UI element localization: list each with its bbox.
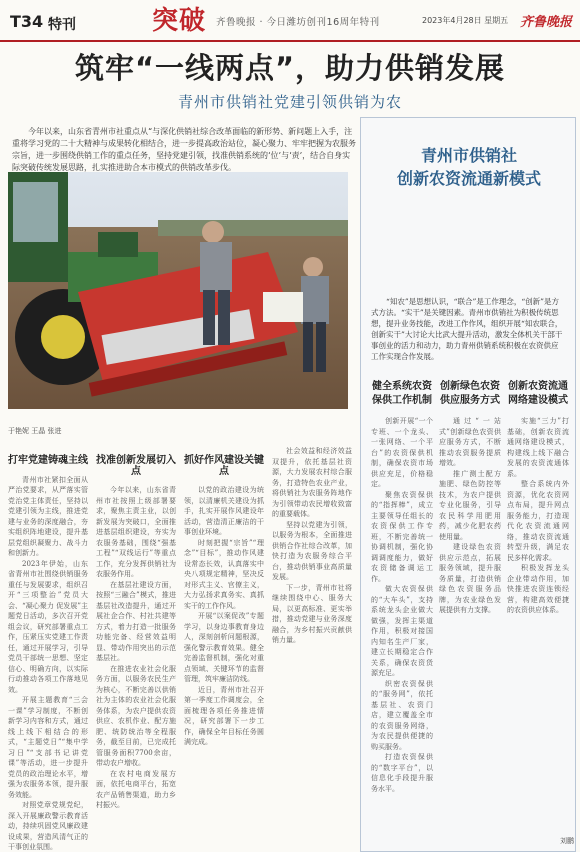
paragraph: 在基层社建设方面，按照“三融合”模式，推进基层社改造提升，通过开展社企合作、村社共建等方式，着力打造一批服务功能完备、经营效益明显、带动作用突出的示范基层社。 <box>96 580 176 662</box>
paragraph: 开展“以案促改”专题学习，以身边事教育身边人，深刻剖析问题根源，强化警示教育效果。健全完善监督机制，强化对重点领域、关键环节的监督管理，筑牢廉洁防线。 <box>184 612 264 683</box>
page-number: T34 <box>10 12 44 31</box>
article-column-1 <box>8 446 88 852</box>
author-name: 刘鹏 <box>560 837 574 845</box>
section-heading: 打牢党建铸魂主线 <box>8 455 88 466</box>
paragraph: 通过“一站式”创新绿色农资供应服务方式，不断推动农资服务提质增效。 <box>439 417 501 467</box>
brand-subtitle: 齐鲁晚报 · 今日潍坊创刊16周年特刊 <box>216 17 380 28</box>
paragraph: 整合系统内外资源，优化农资网点布局，提升网点服务能力，打造现代化农资流通网络，推动农资流通转型升级，满足农民多样化需求。 <box>507 480 569 562</box>
section-label: 特刊 <box>48 17 76 33</box>
paragraph: 青州市社紧扣全面从严治党要求，从严落实管党治党主体责任，坚持以党建引领为主线，推进党建与业务的深度融合，夯实组织阵地建设，提升基层党组织凝聚力、战斗力和创新力。 <box>8 475 88 557</box>
sidebar-column-3 <box>507 372 569 842</box>
sidebar-article <box>360 117 576 852</box>
tractor-seeder-image <box>8 172 348 409</box>
paragraph: 推广测土配方施肥、绿色防控等技术，为农户提供专业化服务，引导农民科学用肥用药，减少化肥农药使用量。 <box>439 469 501 541</box>
article-lead: 今年以来，山东省青州市社重点从“与深化供销社综合改革面临的新形势、新问题上入手，注重将学习党的二十大精神与成果转化相结合，进一步提高政治站位，凝心聚力、牢牢把握为农服务宗旨，进一步围绕供销工作的重点任务，坚持党建引领，找准供销系统的‘位’与‘责’，结合自身实际突破传统发展思路，扎实推进助合本市模式的供销改革步伐。 <box>12 127 356 172</box>
brand-title: 突破 <box>152 6 207 36</box>
section-heading: 抓好作风建设关键点 <box>184 455 264 477</box>
sub-headline: 青州市供销社党建引领供销为农 <box>177 93 402 111</box>
section-heading: 创新农资流通 网络建设模式 <box>508 381 568 406</box>
sidebar-lead: “知农”是思想认识，“联合”是工作理念，“创新”是方式方法。“实干”是关键因素。青州市供销社为积极传统思想，提升业务技能，改进工作作风，组织开展“知农联合，创新实干”大讨论大比武大提升活动，激发全体机关干部干事创业的活力和动力，助力青州供销系统积极在农资供应工作实现合作发展。 <box>371 297 563 361</box>
section-heading: 找准创新发展切入点 <box>96 455 176 477</box>
article-column-2 <box>96 446 176 852</box>
paragraph: 打造农资保供的“数字平台”，以信息化手段提升服务水平。 <box>371 753 433 793</box>
paragraph: 创新开展“一个专班、一个龙头、一张网络、一个平台”的农资保供机制，确保农资市场供应充足，价格稳定。 <box>371 417 433 488</box>
newspaper-logo: 齐鲁晚报 <box>520 15 573 30</box>
photo-caption: 于艳妮 王晶 张进 <box>8 427 62 435</box>
page-header <box>0 0 580 42</box>
farm-photo <box>8 172 348 409</box>
paragraph: 2023年伊始，山东省青州市社围绕供销服务重任与发展要求，组织召开“三项整治”党员大会、“凝心聚力 促发展”主题党日活动，多次召开党组会议，研究部署重点工作，压紧压实党建工作责任，通过开展学习，引导党员干部统一思想、坚定信心、明确方向，以实际行动推动各项工作落地见效。 <box>8 559 88 694</box>
paragraph: 在推进农业社会化服务方面，以服务农民生产为核心，不断完善以供销社为主体的农业社会化服务体系，为农户提供农资供应、农机作业、配方施肥、统防统治等全程服务，截至目前，已完成托管服务面积7700余亩，带动农户增收。 <box>96 664 176 767</box>
article-column-3 <box>184 446 264 852</box>
paragraph: 积极发挥龙头企业带动作用，加快推进农资连锁经营，构建高效便捷的农资供应体系。 <box>507 564 569 614</box>
paragraph: 织密农资保供的“服务网”，依托基层社、农资门店，建立覆盖全市的农资服务网络，为农民提供便捷的购买服务。 <box>371 679 433 751</box>
sidebar-column-1 <box>371 372 433 842</box>
main-headline: 筑牢“一线两点”，助力供销发展 <box>74 51 506 85</box>
paragraph: 近日，青州市社召开第一季度工作调度会，全面梳理各项任务推进情况，研究部署下一步工作，确保全年目标任务圆满完成。 <box>184 685 264 746</box>
issue-date: 2023年4月28日 星期五 <box>422 16 509 25</box>
paragraph: 聚焦农资保供的“指挥棒”，成立主要领导任组长的农资保供工作专班，不断完善统一协调机制，强化协调调度能力，做好农资储备调运工作。 <box>371 490 433 583</box>
section-heading: 创新绿色农资 供应服务方式 <box>440 381 500 406</box>
paragraph: 时刻把握“宗旨”“理念”“目标”，推动作风建设常态长效，认真落实中央八项规定精神，坚决反对形式主义、官僚主义，大力弘扬求真务实、真抓实干的工作作风。 <box>184 538 264 610</box>
article-column-4 <box>272 446 352 852</box>
paragraph: 开展主题教育“三会一课”学习制度，不断创新学习内容和方式，通过线上线下相结合的形式，“主题党日”“集中学习日”“支部书记讲党课”等活动，进一步提升党员的政治理论水平，增强为农服务本领，提升服务效能。 <box>8 696 88 799</box>
paragraph: 下一步，青州市社将继续围绕中心、服务大局，以更高标准、更实举措，推动党建与业务深度融合，为乡村振兴贡献供销力量。 <box>272 583 352 644</box>
sidebar-title: 青州市供销社 创新农资流通新模式 <box>396 146 541 188</box>
paragraph: 建设绿色农资供应示范点，拓展服务领域，提升服务质量，打造供销绿色农资服务品牌，为农业绿色发展提供有力支撑。 <box>439 543 501 614</box>
paragraph: 在农村电商发展方面，依托电商平台，拓宽农产品销售渠道，助力乡村振兴。 <box>96 769 176 809</box>
paragraph: 今年以来，山东省青州市社按照上级部署要求，聚焦主责主业，以创新发展为突破口，全面推进基层组织建设，夯实为农服务基础，围绕“强基工程”“双线运行”等重点工作，充分发挥供销社为农服务作用。 <box>96 486 176 578</box>
paragraph: 社会效益和经济效益双提升，依托基层社资源，大力发展农村综合服务，打造特色农业产业，将供销社为农服务阵地作为引领带动农民增收致富的重要载体。 <box>272 447 352 518</box>
paragraph: 实施“三力”打基础，创新农资流通网络建设模式，构建线上线下融合发展的农资流通体系。 <box>507 417 569 478</box>
paragraph: 对照党章党规党纪，深入开展廉政警示教育活动，持续巩固党风廉政建设成果，营造风清气正的干事创业氛围。 <box>8 801 88 851</box>
paragraph: 做大农资保供的“大车头”，支持系统龙头企业做大做强，发挥主渠道作用，积极对接国内知名生产厂家，建立长期稳定合作关系，确保农资货源充足。 <box>371 585 433 677</box>
paragraph: 以党的政治建设为统领，以清廉机关建设为抓手，扎实开展作风建设年活动，营造清正廉洁的干事创业环境。 <box>184 486 264 536</box>
paragraph: 坚持以党建为引领，以服务为根本，全面推进供销合作社综合改革，加快打造为农服务综合平台，推动供销事业高质量发展。 <box>272 520 352 581</box>
section-heading: 健全系统农资 保供工作机制 <box>372 381 432 406</box>
sidebar-column-2 <box>439 372 501 842</box>
